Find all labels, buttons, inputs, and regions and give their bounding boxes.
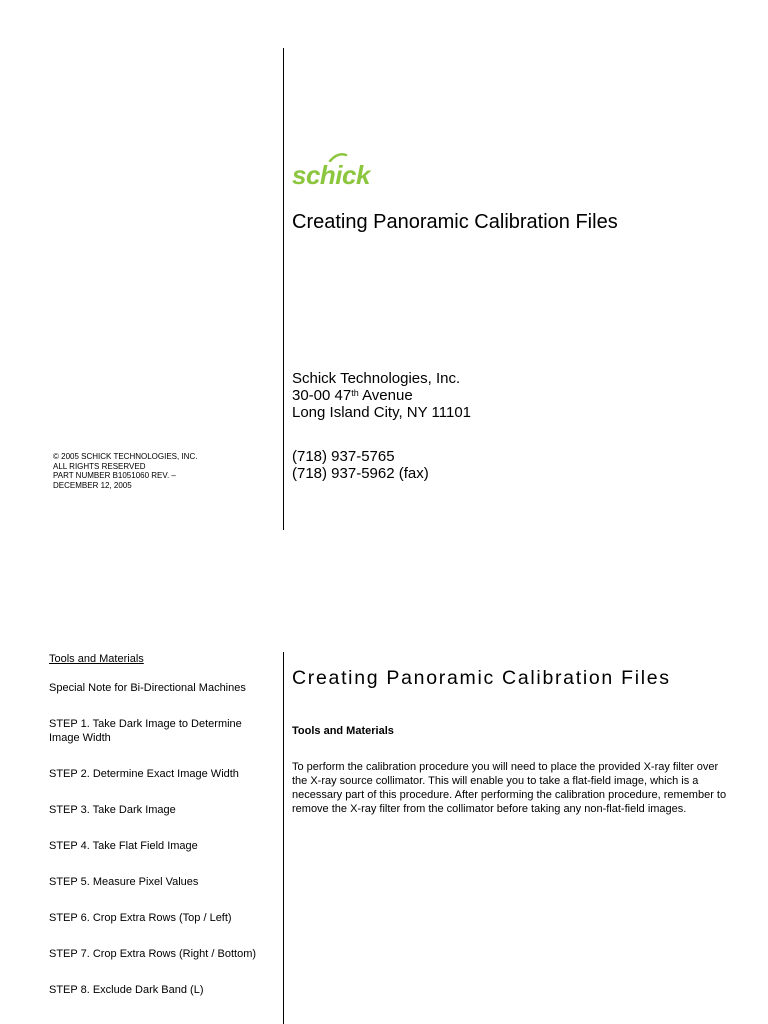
toc-item[interactable]: STEP 7. Crop Extra Rows (Right / Bottom): [49, 948, 257, 960]
copyright-line: ALL RIGHTS RESERVED: [53, 461, 146, 471]
section-subheading: Tools and Materials: [292, 725, 394, 737]
street-ordinal: th: [351, 388, 359, 398]
copyright-block: [53, 452, 197, 490]
toc-link-tools-and-materials[interactable]: Tools and Materials: [49, 653, 144, 665]
street-name: Avenue: [358, 387, 413, 404]
toc-item[interactable]: STEP 4. Take Flat Field Image: [49, 840, 198, 852]
schick-logo: [292, 152, 392, 192]
toc-divider-line: [283, 652, 284, 1024]
toc-item[interactable]: STEP 5. Measure Pixel Values: [49, 876, 199, 888]
copyright-line: © 2005 SCHICK TECHNOLOGIES, INC.: [53, 452, 198, 461]
copyright-line: DECEMBER 12, 2005: [53, 480, 132, 490]
toc-item[interactable]: STEP 8. Exclude Dark Band (L): [49, 984, 204, 996]
logo-wordmark: schick: [292, 160, 370, 190]
toc-item[interactable]: STEP 1. Take Dark Image to Determine Image Width: [49, 718, 242, 744]
section-body-text: To perform the calibration procedure you will need to place the provided X-ray filter over the X-ray source collimator. This will enable you to take a flat-field image, which is a necessary part of this procedure. After performing the calibration procedure, remember to remove the X-ray filter from the collimator before taking any non-flat-field images.: [292, 761, 727, 815]
fax-number: (718) 937-5962 (fax): [292, 465, 429, 482]
cover-title: Creating Panoramic Calibration Files: [292, 211, 618, 233]
street-address: [292, 387, 471, 404]
phone-number: (718) 937-5765: [292, 448, 395, 465]
section-title: Creating Panoramic Calibration Files: [292, 667, 671, 689]
toc-item[interactable]: STEP 3. Take Dark Image: [49, 804, 176, 816]
toc-item[interactable]: STEP 6. Crop Extra Rows (Top / Left): [49, 912, 232, 924]
toc-item[interactable]: Special Note for Bi-Directional Machines: [49, 682, 246, 694]
table-of-contents: [49, 652, 274, 1019]
company-name: Schick Technologies, Inc.: [292, 370, 461, 387]
cover-divider-line: [283, 48, 284, 530]
company-address: [292, 370, 471, 421]
contact-numbers: [292, 448, 429, 482]
street-number: 30-00 47: [292, 387, 352, 404]
copyright-line: PART NUMBER B1051060 REV. –: [53, 471, 176, 480]
city-line: Long Island City, NY 11101: [292, 404, 472, 421]
toc-item[interactable]: STEP 2. Determine Exact Image Width: [49, 768, 239, 780]
